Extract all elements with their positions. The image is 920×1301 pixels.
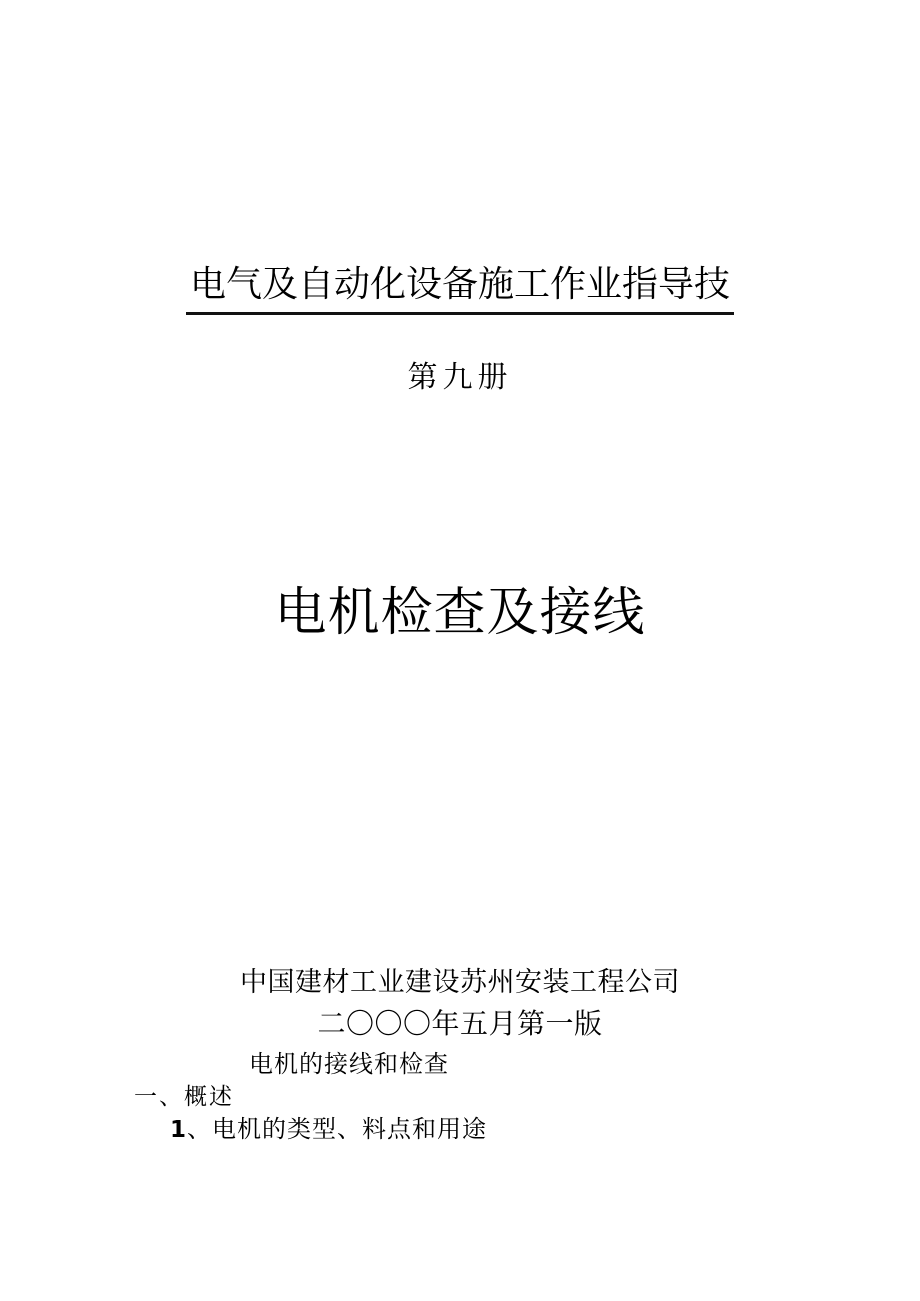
subsection-heading: [170, 1109, 487, 1144]
volume-label: 第九册: [407, 360, 513, 395]
subsection-title: 、电机的类型、料点和用途: [187, 1115, 488, 1143]
section-heading: 电机的接线和检查: [249, 1050, 449, 1078]
series-title: [0, 256, 920, 315]
chapter-heading: 一、概述: [134, 1084, 234, 1110]
edition-line: 二〇〇〇年五月第一版: [317, 1007, 603, 1040]
series-title-text: 电气及自动化设备施工作业指导技: [186, 256, 734, 315]
publisher-line: 中国建材工业建设苏州安装工程公司: [240, 967, 680, 998]
subsection-number: 1: [170, 1117, 188, 1143]
main-title: 电机检查及接线: [274, 583, 646, 643]
